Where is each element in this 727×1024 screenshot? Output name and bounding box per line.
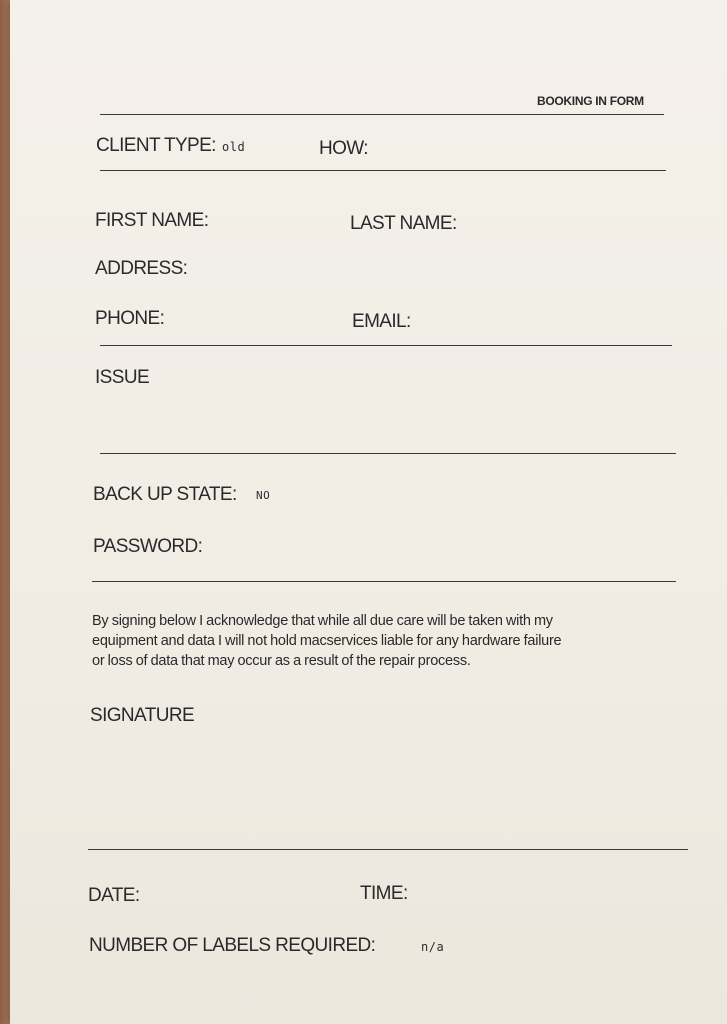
liability-disclaimer xyxy=(92,611,682,671)
signature-line xyxy=(88,849,688,850)
date-label: DATE: xyxy=(88,885,140,906)
divider xyxy=(100,345,672,346)
address-label: ADDRESS: xyxy=(95,258,188,279)
form-title: BOOKING IN FORM xyxy=(537,94,644,108)
divider xyxy=(100,453,676,454)
booking-form-sheet xyxy=(10,0,727,1024)
first-name-label: FIRST NAME: xyxy=(95,210,209,231)
divider xyxy=(100,170,666,171)
issue-label: ISSUE xyxy=(95,367,150,388)
backup-state-label: BACK UP STATE: xyxy=(93,484,237,505)
how-label: HOW: xyxy=(319,138,368,159)
labels-required-label: NUMBER OF LABELS REQUIRED: xyxy=(89,935,376,956)
disclaimer-line: equipment and data I will not hold macservices liable for any hardware failure xyxy=(92,633,562,649)
divider xyxy=(100,114,664,115)
email-label: EMAIL: xyxy=(352,311,411,332)
divider xyxy=(92,581,676,582)
labels-required-value: n/a xyxy=(421,940,445,954)
client-type-value: old xyxy=(222,140,246,154)
password-label: PASSWORD: xyxy=(93,536,203,557)
phone-label: PHONE: xyxy=(95,308,165,329)
backup-state-value: NO xyxy=(256,489,271,502)
disclaimer-line: or loss of data that may occur as a result of the repair process. xyxy=(92,653,471,669)
disclaimer-line: By signing below I acknowledge that while all due care will be taken with my xyxy=(92,613,553,629)
time-label: TIME: xyxy=(360,883,408,904)
client-type-label: CLIENT TYPE: xyxy=(96,135,216,156)
signature-label: SIGNATURE xyxy=(90,705,195,726)
last-name-label: LAST NAME: xyxy=(350,213,457,234)
